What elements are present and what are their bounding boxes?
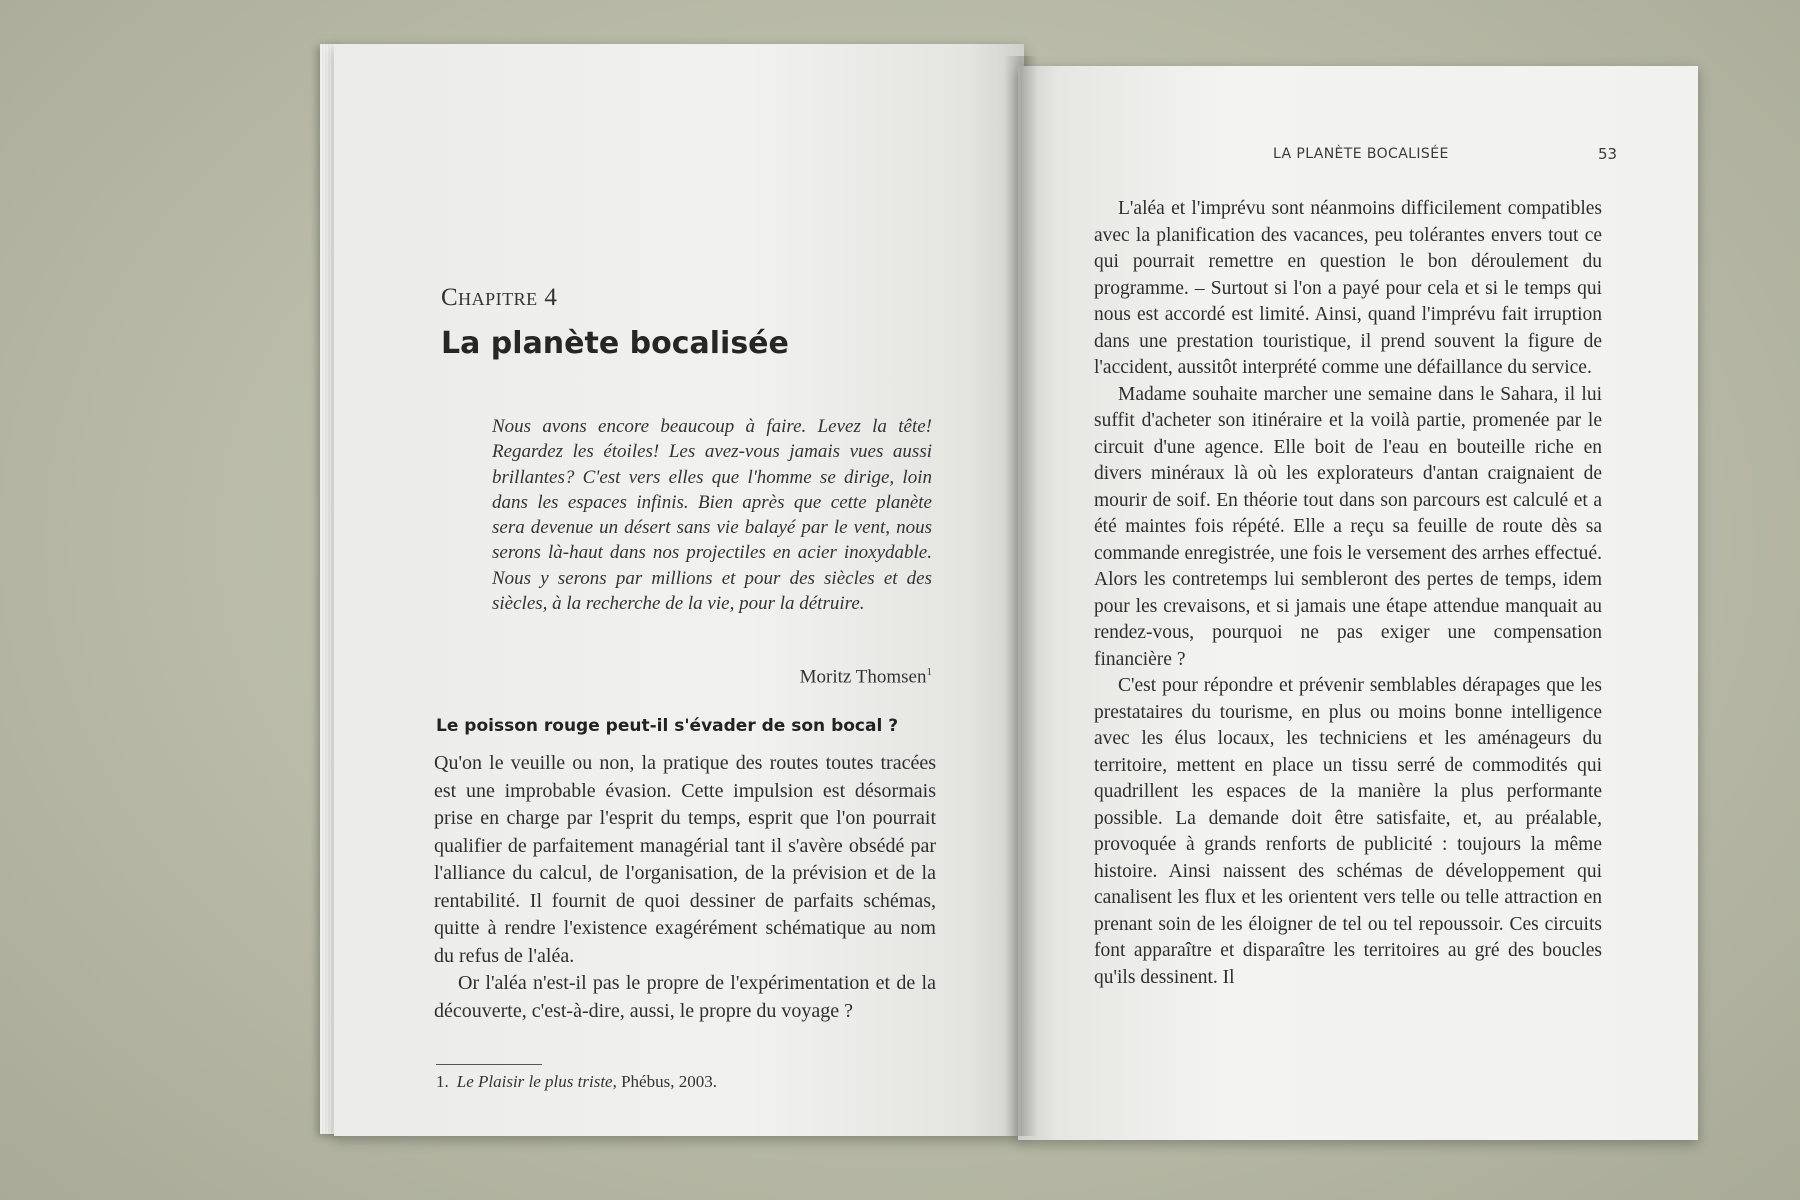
epigraph-author-line	[492, 666, 932, 688]
footnote-number: 1.	[436, 1072, 449, 1091]
paragraph: Madame souhaite marcher une semaine dans le Sahara, il lui suffit d'acheter son itinéraire et la voilà partie, promenée par le circuit d'une agence. Elle boit de l'eau en bouteille riche en divers minéraux là où les explorateurs d'antan craignaient de mourir de soif. En théorie tout dans son parcours est calculé et a été maintes fois répété. Elle a reçu sa feuille de route dès sa commande enregistrée, une fois le versement des arrhes effectué. Alors les contretemps lui sembleront des pertes de temps, idem pour les crevaisons, et si jamais une étape attendue manquait au rendez-vous, pourquoi ne pas exiger une compensation financière ?	[1094, 383, 1602, 670]
paragraph: L'aléa et l'imprévu sont néanmoins difficilement compatibles avec la planification des vacances, peu tolérantes envers tout ce qui pourrait remettre en question le bon déroulement du programme. – Surtout si l'on a payé pour cela et si le temps qui nous est accordé est limité. Ainsi, quand l'imprévu fait irruption dans une prestation touristique, il prend souvent la figure de l'accident, aussitôt interprété comme une défaillance du service.	[1094, 198, 1602, 378]
paragraph: C'est pour répondre et prévenir semblables dérapages que les prestataires du tourisme, en plus ou moins bonne intelligence avec les élus locaux, les techniciens et les aménageurs du territoire, mettent en place un tissu serré de commodités qui quadrillent les espaces de la manière la plus performante possible. La demande doit être satisfaite, et, au préalable, provoquée à grands renforts de publicité : toujours la même histoire. Ainsi naissent des schémas de développement qui canalisent les flux et les orientent vers telle ou telle attraction en prenant soin de les éloigner de tel ou tel repoussoir. Ces circuits font apparaître et disparaître les territoires au gré des boucles qu'ils dessinent. Il	[1094, 675, 1602, 988]
running-head: LA PLANÈTE BOCALISÉE	[1273, 146, 1449, 162]
epigraph-author: Moritz Thomsen	[799, 666, 927, 688]
footnote-divider	[436, 1064, 542, 1065]
footnote-publisher: , Phébus, 2003.	[612, 1072, 717, 1091]
footnote	[436, 1072, 936, 1092]
left-page	[334, 44, 1024, 1136]
footnote-title: Le Plaisir le plus triste	[456, 1072, 613, 1091]
page-number: 53	[1598, 145, 1618, 163]
footnote-ref: 1	[926, 666, 932, 678]
right-body-text	[1094, 196, 1602, 991]
right-page	[1018, 66, 1698, 1140]
paragraph: Or l'aléa n'est-il pas le propre de l'expérimentation et de la découverte, c'est-à-dire, aussi, le propre du voyage ?	[434, 972, 936, 1022]
left-body-text	[434, 750, 936, 1025]
chapter-label: Chapitre 4	[441, 284, 558, 311]
section-heading: Le poisson rouge peut-il s'évader de son bocal ?	[436, 716, 899, 736]
paragraph: Qu'on le veuille ou non, la pratique des routes toutes tracées est une improbable évasion. Cette impulsion est désormais prise en charge par l'esprit du temps, esprit que l'on pourrait qualifier de parfaitement managérial tant il s'avère obsédé par l'alliance du calcul, de l'organisation, de la prévision et de la rentabilité. Il fournit de quoi dessiner de parfaits schémas, quitte à rendre l'existence exagérément schématique au nom du refus de l'aléa.	[434, 752, 936, 967]
chapter-title: La planète bocalisée	[441, 326, 789, 361]
book-gutter	[1004, 56, 1038, 1136]
epigraph-text: Nous avons encore beaucoup à faire. Levez la tête! Regardez les étoiles! Les avez-vous jamais vues aussi brillantes? C'est vers elles que l'homme se dirige, loin dans les espaces infinis. Bien après que cette planète sera devenue un désert sans vie balayé par le vent, nous serons là-haut dans nos projectiles en acier inoxydable. Nous y serons par millions et pour des siècles et des siècles, à la recherche de la vie, pour la détruire.	[492, 416, 932, 615]
